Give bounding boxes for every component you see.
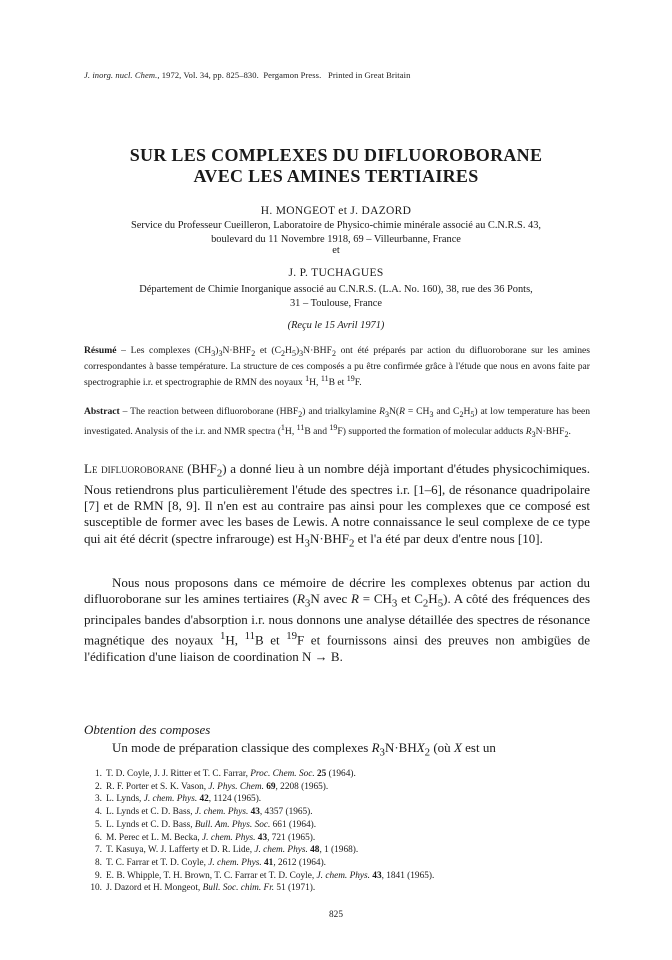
body-paragraph-3: Un mode de préparation classique des complexes $R_3N\cdot BHX_2$ (où X est un [112, 740, 496, 759]
reference-authors: J. Dazord et H. Mongeot, [106, 883, 203, 894]
authors-first: H. MONGEOT et J. DAZORD [260, 205, 412, 217]
reference-journal: Proc. Chem. Soc. [250, 769, 315, 779]
reference-volume: 48 [307, 845, 320, 856]
title-line-2: AVEC LES AMINES TERTIAIRES [193, 166, 479, 186]
reference-pages: 661 (1964). [270, 819, 317, 830]
reference-authors: L. Lynds et C. D. Bass, [106, 807, 195, 818]
reference-item [84, 793, 594, 806]
title-line-1: SUR LES COMPLEXES DU DIFLUOROBORANE [129, 145, 543, 165]
reference-journal: J. chem. Phys. [316, 870, 370, 881]
reference-volume: 41 [261, 857, 274, 868]
reference-authors: T. C. Farrar et T. D. Coyle, [106, 857, 209, 868]
reference-number: 8. [95, 857, 102, 868]
reference-journal: J. chem. Phys. [143, 794, 198, 805]
publisher: Pergamon Press. [263, 70, 322, 80]
reference-item [84, 806, 594, 819]
reference-volume: 42 [197, 794, 209, 805]
reference-volume: 43 [255, 832, 268, 843]
received-date: (Reçu le 15 Avril 1971) [287, 320, 385, 331]
reference-pages: , 4357 (1965). [259, 807, 313, 818]
paragraph-lead: Le difluoroborane [84, 461, 184, 476]
reference-journal: Bull. Am. Phys. Soc. [194, 819, 271, 830]
reference-volume: 43 [248, 807, 260, 818]
reference-journal: J. chem. Phys. [194, 807, 249, 818]
reference-authors: T. Kasuya, W. J. Lafferty et D. R. Lide, [106, 845, 255, 856]
running-header [84, 70, 410, 80]
reference-volume: 25 [314, 769, 327, 779]
reference-pages: , 721 (1965). [267, 832, 316, 843]
reference-pages: , 1841 (1965). [381, 870, 435, 881]
body-paragraph-1: Le difluoroborane $(BHF_2)$ a donné lieu à un nombre déjà important d'études physicochimiques. Nous retiendrons plus particulièrement l'étude des spectres i.r. [1–6], de résonance quadripolaire [7] et de RMN [8, 9]. Il n'en est au contraire pas ainsi pour les complexes que ce composé est susceptible de former avec les bases de Lewis. A notre connaissance le seul complexe de ce type qui ait été décrit (spectre infrarouge) est $H_3N\cdot BHF_2$ et l'a été par deux d'entre nous [10]. [84, 461, 590, 550]
resume-block: Résumé – Les complexes $(CH_3)_3N\cdot BHF_2$ et $(C_2H_5)_3N\cdot BHF_2$ ont été préparés par action du difluoroborane sur les amines correspondantes à basse température. La structure de ces composés a pu être confirmée grâce à l'étude que nous en avons faite par spectrographie i.r. et spectrographie de RMN des noyaux $^1$H, $^{11}$B et $^{19}$F. [84, 345, 590, 389]
reference-list [84, 768, 594, 895]
reference-authors: L. Lynds et C. D. Bass, [106, 819, 195, 830]
reference-authors: L. Lynds, [106, 794, 144, 805]
reference-number: 3. [95, 794, 102, 805]
page-number: 825 [329, 910, 343, 920]
reference-pages: , 2612 (1964). [273, 857, 326, 868]
reference-journal: J. chem. Phys. [208, 857, 262, 868]
reference-item [84, 882, 594, 895]
resume-label: Résumé [84, 345, 117, 356]
reference-volume: 43 [369, 870, 382, 881]
reference-journal: Bull. Soc. chim. Fr. [202, 883, 275, 894]
reference-pages: , 1124 (1965). [208, 794, 262, 805]
section-heading: Obtention des composes [84, 722, 211, 737]
reference-number: 1. [95, 769, 102, 779]
reference-journal: J. Phys. Chem. [208, 781, 264, 792]
body-paragraph-2: Nous nous proposons dans ce mémoire de décrire les complexes obtenus par action du difluoroborane sur les amines tertiaires ($R_3N$ avec $R = CH_3$ et $C_2H_5$). A côté des fréquences des principales bandes d'absorption i.r. nous donnons une analyse détaillée des spectres de résonance magnétique des noyaux $^1$H, $^{11}$B et $^{19}$F et fournissons ainsi des preuves non ambigües de l'édification d'une liaison de coordination N → B. [84, 575, 590, 665]
reference-item [84, 870, 594, 883]
reference-authors: T. D. Coyle, J. J. Ritter et T. C. Farrar, [106, 769, 251, 779]
reference-authors: M. Perec et L. M. Becka, [106, 832, 203, 843]
reference-pages: (1964). [326, 769, 356, 779]
authors-second: J. P. TUCHAGUES [288, 267, 384, 279]
reference-number: 2. [95, 781, 102, 792]
reference-item [84, 844, 594, 857]
reference-pages: 51 (1971). [274, 883, 316, 894]
abstract-label: Abstract [84, 406, 120, 417]
reference-pages: , 1 (1968). [319, 845, 359, 856]
reference-journal: J. chem. Phys. [202, 832, 256, 843]
reference-item [84, 857, 594, 870]
reference-number: 5. [95, 819, 102, 830]
printed-in: Printed in Great Britain [328, 70, 411, 80]
reference-number: 10. [90, 883, 102, 894]
reference-number: 7. [95, 845, 102, 856]
reference-item [84, 819, 594, 832]
reference-authors: E. B. Whipple, T. H. Brown, T. C. Farrar et T. D. Coyle, [106, 870, 317, 881]
reference-item [84, 781, 594, 794]
journal-citation: , 1972, Vol. 34, pp. 825–830. [157, 70, 259, 80]
affiliation-1-line-1: Service du Professeur Cueilleron, Laboratoire de Physico-chimie minérale associé au C.N.R.S. 43, [130, 220, 542, 231]
reference-number: 6. [95, 832, 102, 843]
paper-title [0, 145, 672, 187]
abstract-block: Abstract – The reaction between difluoroborane $(HBF_2)$ and trialkylamine $R_3N(R = CH_3$ and $C_2H_5$) at low temperature has been investigated. Analysis of the i.r. and NMR spectra ($^1$H, $^{11}$B and $^{19}$F) supported the formation of molecular adducts $R_3N\cdot BHF_2$. [84, 406, 591, 439]
affiliation-2-line-1: Département de Chimie Inorganique associé au C.N.R.S. (L.A. No. 160), 38, rue des 36 Ponts, [139, 284, 533, 295]
affiliation-1 [84, 219, 588, 247]
affiliation-1-line-2: boulevard du 11 Novembre 1918, 69 – Villeurbanne, France [211, 234, 461, 245]
journal-name: J. inorg. nucl. Chem. [84, 70, 158, 80]
reference-number: 9. [95, 870, 102, 881]
affiliation-2 [84, 283, 588, 311]
reference-item [84, 768, 594, 781]
reference-pages: , 2208 (1965). [275, 781, 329, 792]
author-conjunction: et [332, 245, 340, 256]
reference-item [84, 832, 594, 845]
reference-authors: R. F. Porter et S. K. Vason, [106, 781, 209, 792]
affiliation-2-line-2: 31 – Toulouse, France [289, 298, 382, 309]
reference-number: 4. [95, 807, 102, 818]
reference-volume: 69 [263, 781, 276, 792]
reference-journal: J. chem. Phys. [254, 845, 308, 856]
